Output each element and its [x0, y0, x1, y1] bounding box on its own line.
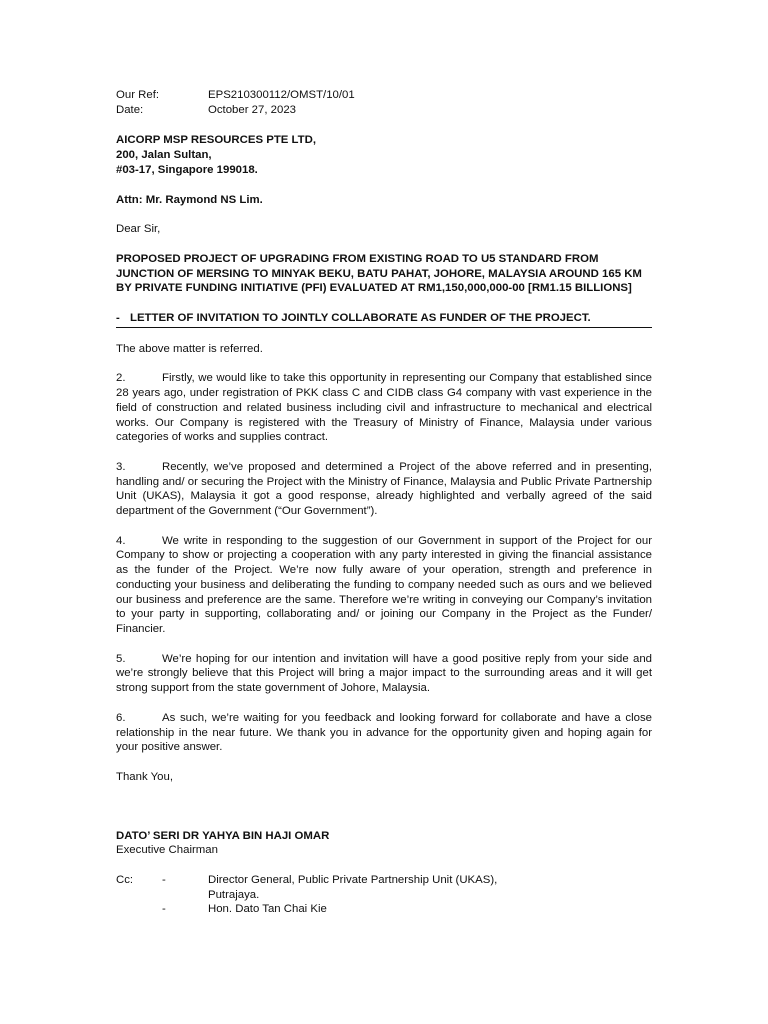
cc-entry [116, 902, 652, 917]
paragraph-text: We write in responding to the suggestion of our Government in support of the Project for our Company to show or projecting a cooperation with any party interested in giving the financial assistance as the funder of the Project. We’re now fully aware of your operation, strength and preference in conducting your business and deliberating the funding to company needed such as ours and we believed our business and preference are the same. Therefore we’re writing in conveying our Company’s invitation to your party in supporting, collaborating and/ or joining our Company in the Project as the Funder/ Financier. [116, 534, 652, 635]
paragraph-text: As such, we’re waiting for you feedback and looking forward for collaborate and have a close relationship in the near future. We thank you in advance for the opportunity given and hoping again for your positive answer. [116, 711, 652, 754]
cc-entry [116, 873, 652, 902]
recipient-address [116, 133, 652, 177]
date-value: October 27, 2023 [208, 103, 297, 116]
paragraph-number: 5. [116, 652, 126, 665]
intro-line: The above matter is referred. [116, 342, 263, 355]
paragraph-number: 3. [116, 460, 126, 473]
signature-space [116, 785, 652, 829]
letter-body [116, 88, 652, 917]
cc-line: Hon. Dato Tan Chai Kie [208, 903, 327, 916]
paragraph-4 [116, 534, 652, 637]
invitation-text: LETTER OF INVITATION TO JOINTLY COLLABORATE AS FUNDER OF THE PROJECT. [130, 312, 591, 325]
cc-line: Putrajaya. [208, 888, 260, 901]
recipient-line-3: #03-17, Singapore 199018. [116, 163, 258, 176]
recipient-line-2: 200, Jalan Sultan, [116, 149, 212, 162]
paragraph-number: 6. [116, 711, 126, 724]
cc-label-spacer [116, 902, 162, 917]
paragraph-5 [116, 652, 652, 696]
invitation-heading [116, 311, 652, 328]
paragraph-text: Recently, we’ve proposed and determined a Project of the above referred and in presenting, handling and/ or securing the Project with the Ministry of Finance, Malaysia and Public Private Partnership Unit (UKAS), Malaysia it got a good response, already highlighted and verbally agreed of the said department of the Government (“Our Government”). [116, 460, 652, 518]
signatory-title: Executive Chairman [116, 844, 218, 857]
date-row [116, 103, 652, 118]
date-label: Date: [116, 103, 144, 116]
closing-line: Thank You, [116, 770, 174, 783]
paragraph-text: We’re hoping for our intention and invitation will have a good positive reply from your side and we’re strongly believe that this Project will bring a major impact to the surrounding areas and it will get strong support from the state government of Johore, Malaysia. [116, 652, 652, 695]
paragraph-6 [116, 711, 652, 755]
ref-value: EPS210300112/OMST/10/01 [208, 89, 355, 101]
recipient-line-1: AICORP MSP RESOURCES PTE LTD, [116, 134, 316, 147]
cc-block [116, 873, 652, 917]
invitation-dash: - [116, 312, 120, 325]
salutation: Dear Sir, [116, 223, 161, 236]
paragraph-number: 2. [116, 372, 126, 385]
paragraph-3 [116, 460, 652, 519]
paragraph-number: 4. [116, 534, 126, 547]
paragraph-text: Firstly, we would like to take this opportunity in representing our Company that established since 28 years ago, under registration of PKK class C and CIDB class G4 company with vast experience in the field of construction and related business including civil and infrastructure to mechanical and electrical works. Our Company is registered with the Treasury of Ministry of Finance, Malaysia under various categories of works and supplies contract. [116, 372, 652, 444]
cc-dash: - [162, 874, 166, 887]
cc-text [208, 873, 652, 902]
signatory-name: DATO’ SERI DR YAHYA BIN HAJI OMAR [116, 829, 330, 842]
paragraph-2 [116, 371, 652, 445]
attention-line: Attn: Mr. Raymond NS Lim. [116, 193, 263, 206]
cc-line: Director General, Public Private Partnership Unit (UKAS), [208, 874, 498, 887]
ref-row [116, 88, 652, 103]
subject-heading: PROPOSED PROJECT OF UPGRADING FROM EXISTING ROAD TO U5 STANDARD FROM JUNCTION OF MERSING TO MINYAK BEKU, BATU PAHAT, JOHORE, MALAYSIA AROUND 165 KM BY PRIVATE FUNDING INITIATIVE (PFI) EVALUATED AT RM1,150,000,000-00 [RM1.15 BILLIONS] [116, 252, 642, 295]
ref-label: Our Ref: [116, 89, 160, 101]
cc-dash: - [162, 903, 166, 916]
cc-label: Cc: [116, 874, 134, 887]
